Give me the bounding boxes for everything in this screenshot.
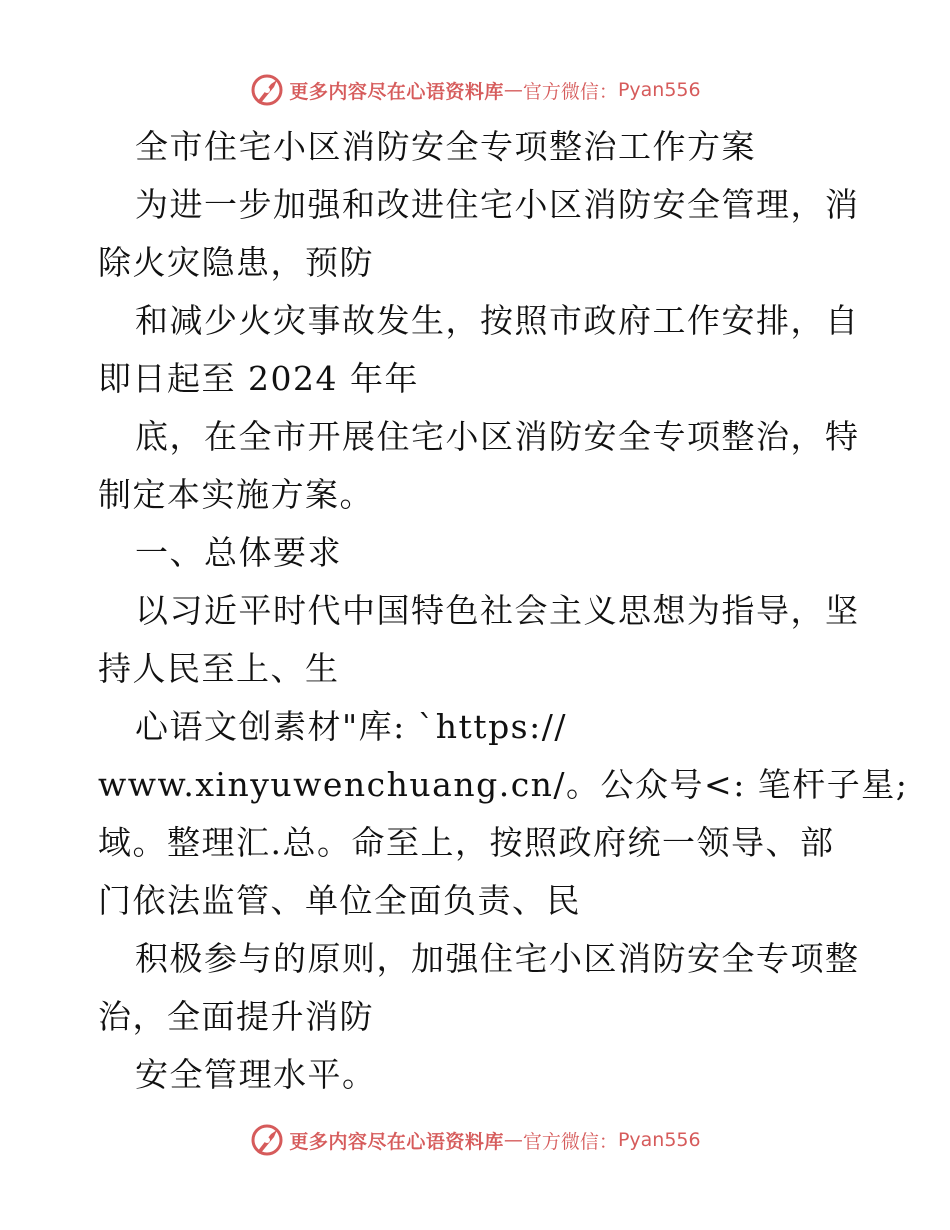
text-line: 和减少火灾事故发生，按照市政府工作安排，自 <box>135 301 860 340</box>
text-line: 底，在全市开展住宅小区消防安全专项整治，特 <box>135 417 860 456</box>
section-heading: 一、总体要求 <box>135 533 342 572</box>
document-body <box>98 118 909 1104</box>
banner-title: 更多内容尽在心语资料库 <box>289 80 504 103</box>
banner-title: 更多内容尽在心语资料库 <box>289 1130 504 1153</box>
banner-wechat-id: Pyan556 <box>617 1129 701 1151</box>
text-line: 门依法监管、单位全面负责、民 <box>98 881 581 920</box>
text-line: 以习近平时代中国特色社会主义思想为指导，坚 <box>135 591 860 630</box>
banner-wechat-label: 官方微信： <box>522 80 618 103</box>
banner-dash: — <box>503 79 523 101</box>
text-line: 积极参与的原则，加强住宅小区消防安全专项整 <box>135 939 860 978</box>
document-title: 全市住宅小区消防安全专项整治工作方案 <box>135 127 756 166</box>
text-line: 除火灾隐患，预防 <box>98 243 374 282</box>
footer-banner <box>0 1120 950 1160</box>
text-line: www.xinyuwenchuang.cn/。公众号<: 笔杆子星; <box>98 765 909 804</box>
text-line: 域。整理汇.总。命至上，按照政府统一领导、部 <box>98 823 835 862</box>
banner-wechat-label: 官方微信： <box>522 1130 618 1153</box>
header-banner <box>0 70 950 110</box>
text-line: 为进一步加强和改进住宅小区消防安全管理，消 <box>135 185 860 224</box>
pen-logo-icon <box>249 1122 285 1158</box>
text-line: 即日起至 2024 年年 <box>98 359 419 398</box>
text-line: 安全管理水平。 <box>135 1055 377 1094</box>
banner-dash: — <box>503 1129 523 1151</box>
text-line: 治，全面提升消防 <box>98 997 374 1036</box>
text-line: 持人民至上、生 <box>98 649 340 688</box>
banner-wechat-id: Pyan556 <box>617 79 701 101</box>
text-line: 制定本实施方案。 <box>98 475 374 514</box>
text-line: 心语文创素材"库: `https:// <box>135 707 567 746</box>
pen-logo-icon <box>249 72 285 108</box>
